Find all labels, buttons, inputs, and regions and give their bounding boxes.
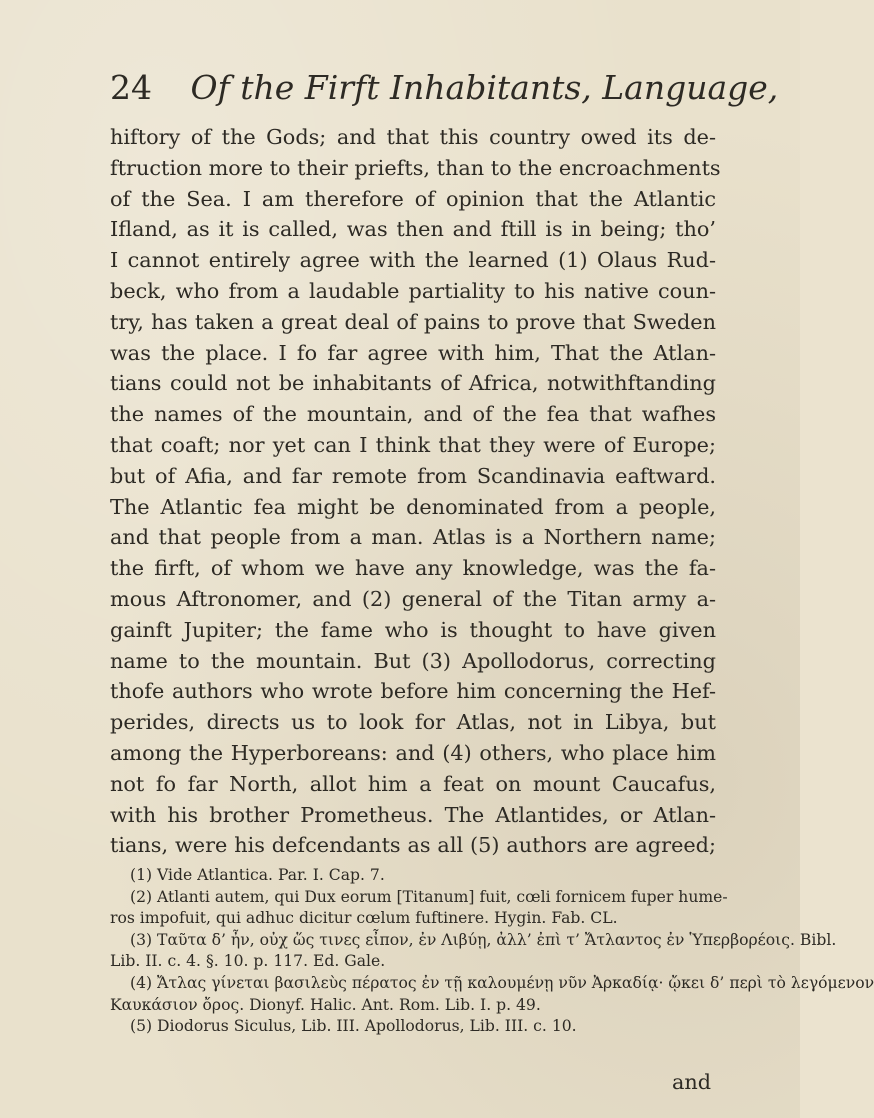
footnote-line: (3) Ταῦτα δ’ ἦν, οὐχ ὥς τινες εἶπον, ἐν Λιβύῃ, ἀλλ’ ἐπὶ τ’ Ἄτλαντος ἐν Ὑπερβορέοις. Bibl.	[130, 930, 837, 949]
text-line: tians, were his defcendants as all (5) authors are agreed;	[110, 833, 716, 858]
footnote-line: ros impofuit, qui adhuc dicitur cœlum fuftinere. Hygin. Fab. CL.	[110, 909, 618, 928]
running-title: Of the Firft Inhabitants, Language,	[190, 68, 779, 107]
main-text	[110, 122, 721, 861]
text-line: but of Afia, and far remote from Scandinavia eaftward.	[110, 463, 716, 488]
footnotes	[110, 865, 874, 1038]
text-line: of the Sea. I am therefore of opinion that the Atlantic	[110, 186, 716, 211]
footnote-line: Καυκάσιον ὄρος. Dionyf. Halic. Ant. Rom. Lib. I. p. 49.	[110, 995, 541, 1014]
text-line: gainft Jupiter; the fame who is thought to have given	[110, 617, 716, 642]
footnote-line: (1) Vide Atlantica. Par. I. Cap. 7.	[130, 866, 385, 884]
text-line: not fo far North, allot him a feat on mount Caucafus,	[110, 771, 716, 796]
catchword: and	[672, 1070, 712, 1094]
footnote-line: (4) Ἄτλας γίνεται βασιλεὺς πέρατος ἐν τῇ καλουμένῃ νῦν Ἀρκαδίᾳ· ᾤκει δ’ περὶ τὸ λεγόμενον	[130, 973, 874, 992]
footnote-line: (5) Diodorus Siculus, Lib. III. Apollodorus, Lib. III. c. 10.	[130, 1017, 577, 1036]
text-line: the firft, of whom we have any knowledge, was the fa-	[110, 556, 716, 581]
footnote-line: (2) Atlanti autem, qui Dux eorum [Titanum] fuit, cœli fornicem fuper hume-	[130, 887, 728, 906]
text-line: I cannot entirely agree with the learned (1) Olaus Rud-	[110, 248, 716, 273]
text-line: hiftory of the Gods; and that this country owed its de-	[110, 125, 716, 149]
text-line: beck, who from a laudable partiality to his native coun-	[110, 278, 716, 303]
text-line: and that people from a man. Atlas is a Northern name;	[110, 525, 716, 550]
text-line: The Atlantic fea might be denominated from a people,	[110, 494, 716, 519]
text-line: name to the mountain. But (3) Apollodorus, correcting	[110, 648, 716, 673]
text-line: was the place. I fo far agree with him, That the Atlan-	[110, 340, 716, 365]
running-head	[110, 68, 779, 108]
text-line: perides, directs us to look for Atlas, not in Libya, but	[110, 710, 716, 735]
text-line: thofe authors who wrote before him concerning the Hef-	[110, 679, 716, 704]
footnote-line: Lib. II. c. 4. §. 10. p. 117. Ed. Gale.	[110, 952, 386, 971]
text-line: with his brother Prometheus. The Atlantides, or Atlan-	[110, 802, 716, 827]
text-line: the names of the mountain, and of the fea that wafhes	[110, 402, 716, 427]
text-line: tians could not be inhabitants of Africa, notwithftanding	[110, 371, 716, 396]
text-line: Ifland, as it is called, was then and ftill is in being; tho’	[110, 217, 716, 242]
text-line: ftruction more to their priefts, than to the encroachments	[110, 155, 721, 180]
text-line: mous Aftronomer, and (2) general of the Titan army a-	[110, 586, 716, 611]
text-line: among the Hyperboreans: and (4) others, who place him	[110, 740, 716, 765]
text-line: try, has taken a great deal of pains to prove that Sweden	[110, 309, 716, 334]
text-line: that coaft; nor yet can I think that they were of Europe;	[110, 432, 716, 457]
page-number: 24	[110, 68, 152, 107]
